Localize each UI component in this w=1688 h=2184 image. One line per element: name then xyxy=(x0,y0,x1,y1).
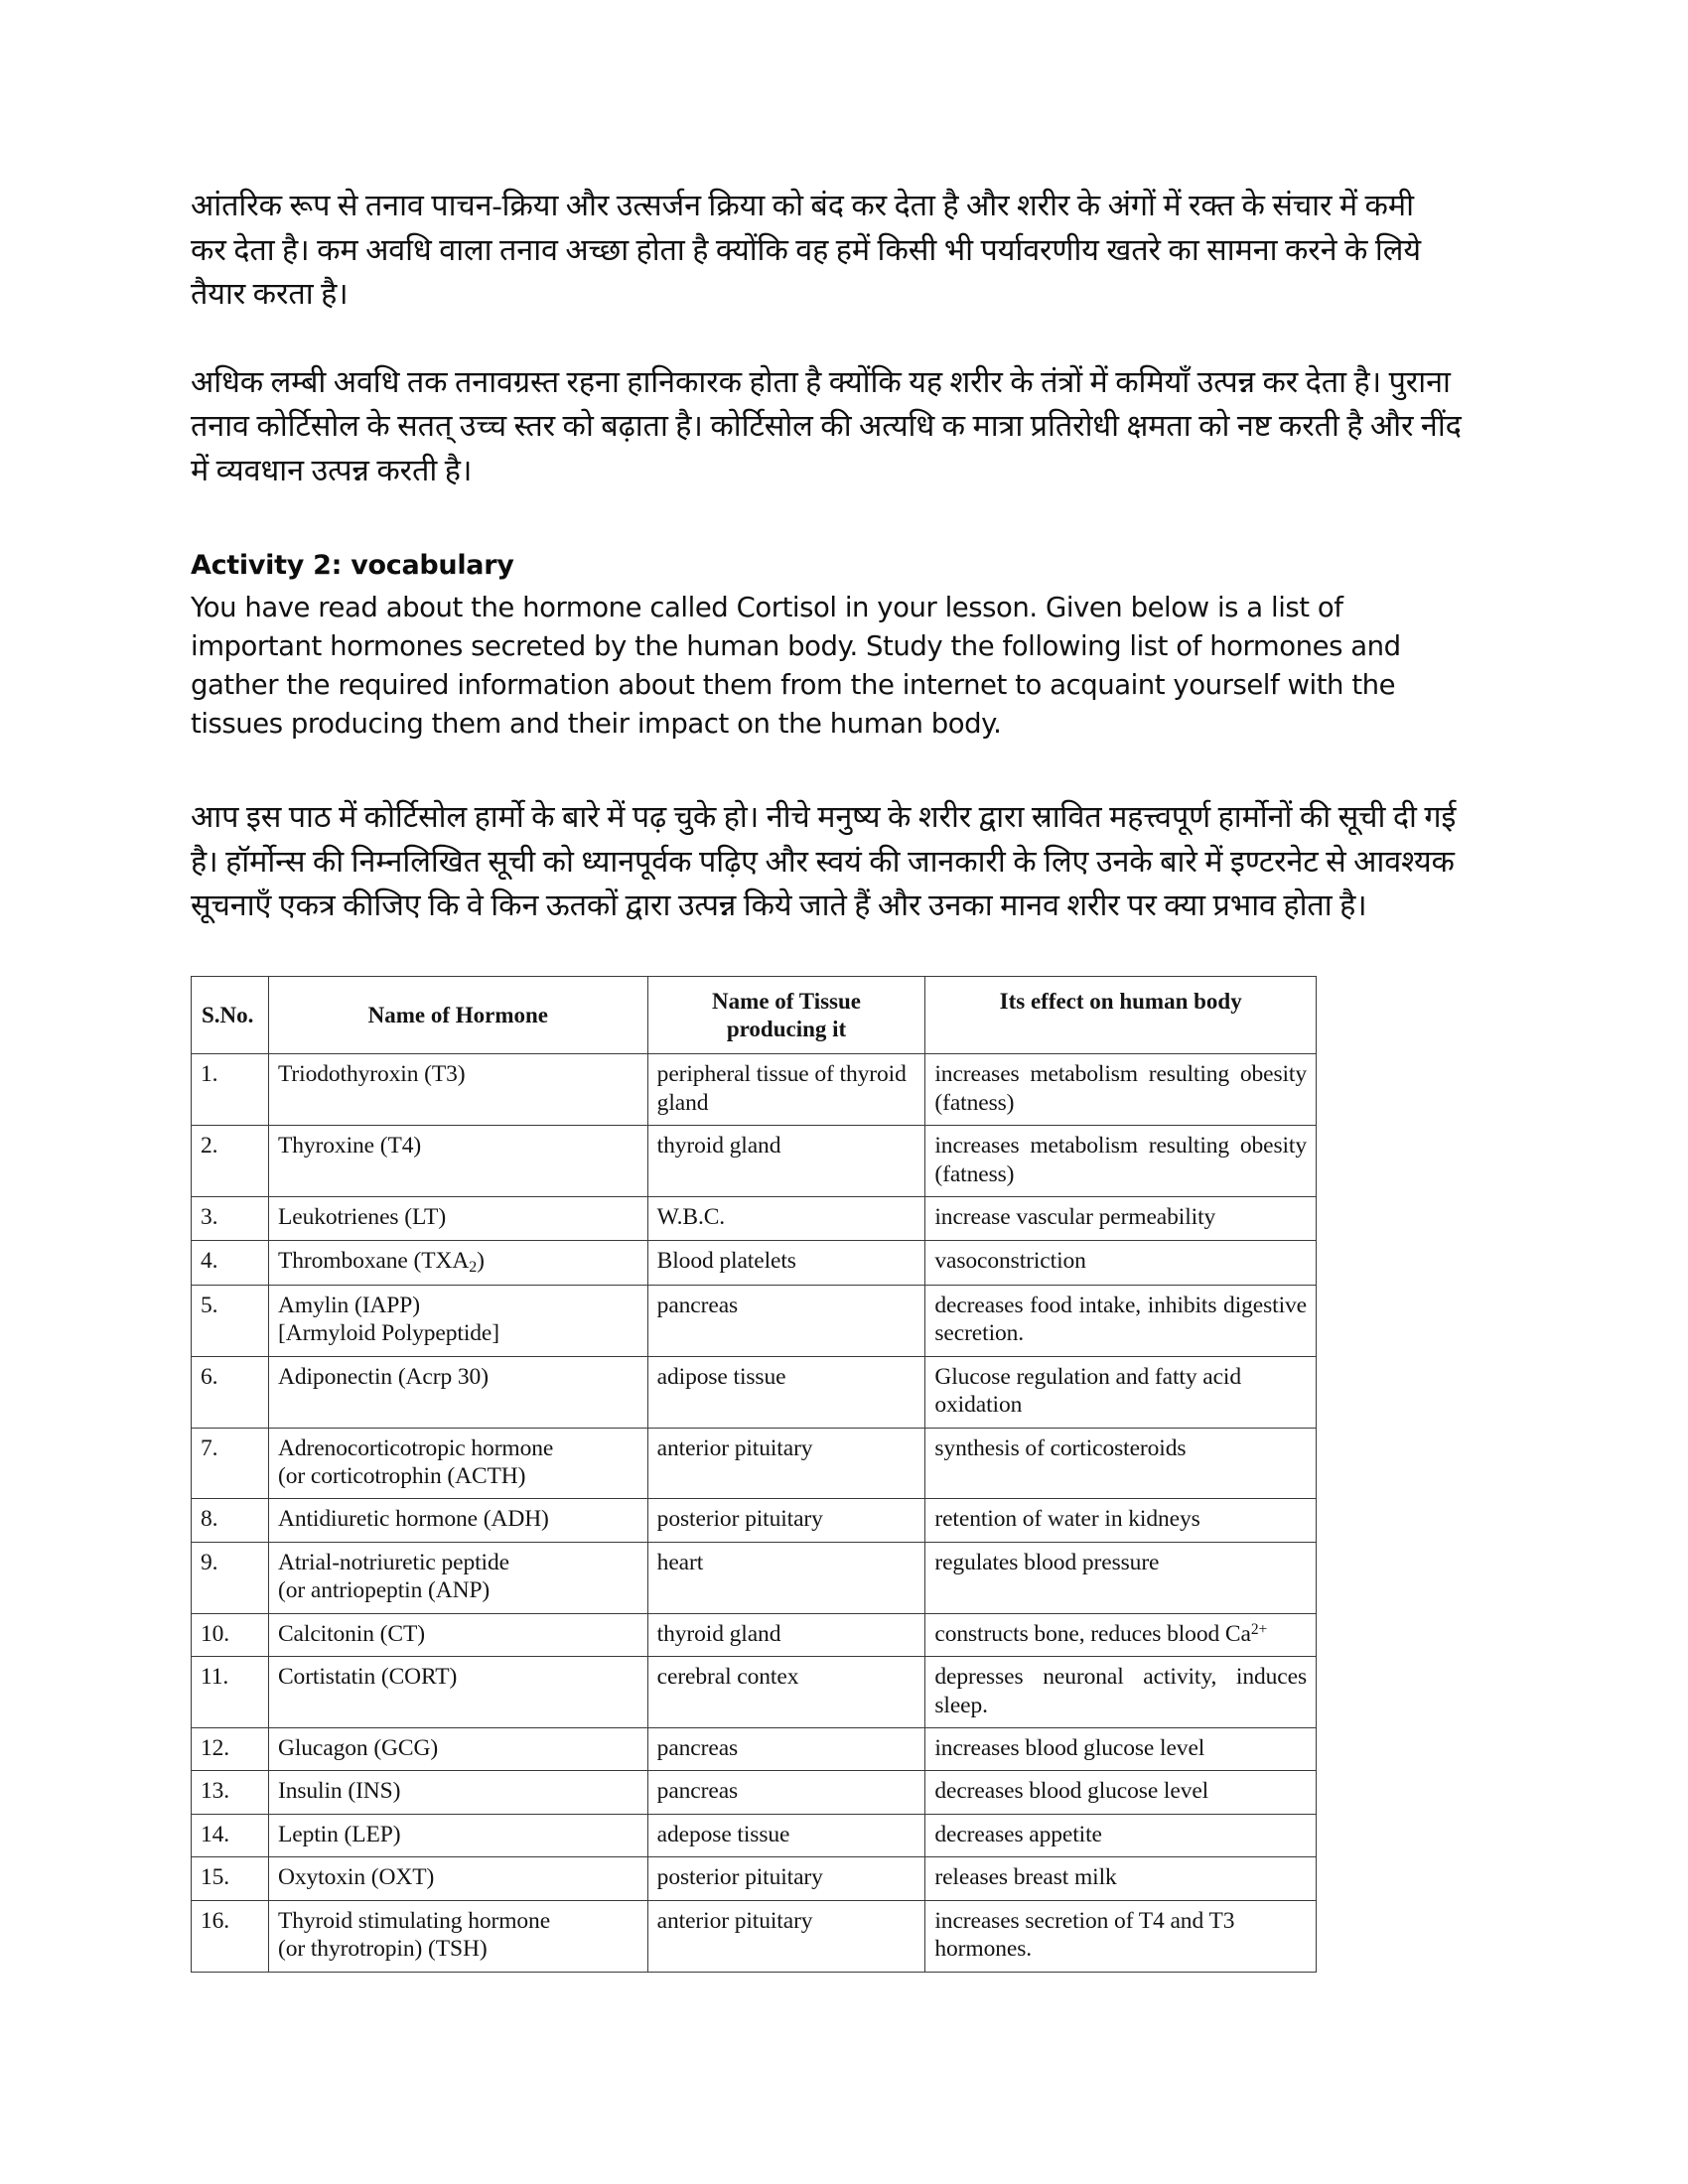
table-row xyxy=(192,1857,1317,1900)
hormone-table-container xyxy=(191,976,1317,1973)
table-row xyxy=(192,1054,1317,1126)
cell-tissue: pancreas xyxy=(647,1285,925,1356)
table-row xyxy=(192,1814,1317,1856)
table-row xyxy=(192,1197,1317,1240)
cell-sno: 4. xyxy=(192,1240,269,1285)
cell-tissue: thyroid gland xyxy=(647,1126,925,1197)
table-row xyxy=(192,1356,1317,1428)
cell-effect: increases secretion of T4 and T3 hormones. xyxy=(925,1900,1317,1972)
cell-sno: 10. xyxy=(192,1613,269,1656)
cell-hormone xyxy=(268,1240,647,1285)
table-row xyxy=(192,1285,1317,1356)
cell-tissue: heart xyxy=(647,1542,925,1613)
cell-sno: 13. xyxy=(192,1771,269,1814)
cell-sno: 11. xyxy=(192,1657,269,1728)
page-content xyxy=(191,184,1481,1973)
hormone-table xyxy=(191,976,1317,1973)
cell-effect: regulates blood pressure xyxy=(925,1542,1317,1613)
cell-effect: increase vascular permeability xyxy=(925,1197,1317,1240)
cell-hormone: Insulin (INS) xyxy=(268,1771,647,1814)
cell-effect: vasoconstriction xyxy=(925,1240,1317,1285)
activity-heading: Activity 2: vocabulary xyxy=(191,550,514,582)
cell-sno: 6. xyxy=(192,1356,269,1428)
cell-tissue: adepose tissue xyxy=(647,1814,925,1856)
column-header-sno: S.No. xyxy=(192,976,269,1054)
cell-hormone-line2: (or thyrotropin) (TSH) xyxy=(277,1936,488,1963)
cell-effect: depresses neuronal activity, induces sleep. xyxy=(925,1657,1317,1728)
cell-effect: retention of water in kidneys xyxy=(925,1499,1317,1542)
superscript: 2+ xyxy=(1250,1620,1268,1638)
cell-hormone-line1: Amylin (IAPP) xyxy=(277,1292,420,1318)
cell-effect: decreases blood glucose level xyxy=(925,1771,1317,1814)
cell-effect: Glucose regulation and fatty acid oxidation xyxy=(925,1356,1317,1428)
cell-hormone xyxy=(268,1285,647,1356)
table-row xyxy=(192,1240,1317,1285)
cell-hormone: Calcitonin (CT) xyxy=(268,1613,647,1656)
cell-effect xyxy=(925,1613,1317,1656)
cell-sno: 3. xyxy=(192,1197,269,1240)
cell-sno: 15. xyxy=(192,1857,269,1900)
english-instruction-paragraph: You have read about the hormone called Cortisol in your lesson. Given below is a list of important hormones secreted by the human body. Study the following list of hormones and gather the required information about them from the internet to acquaint yourself with the tissues producing them and their impact on the human body. xyxy=(191,592,1401,741)
table-row xyxy=(192,1542,1317,1613)
cell-sno: 7. xyxy=(192,1428,269,1499)
cell-effect: synthesis of corticosteroids xyxy=(925,1428,1317,1499)
cell-hormone: Glucagon (GCG) xyxy=(268,1727,647,1770)
subscript: 2 xyxy=(469,1258,478,1276)
column-header-effect: Its effect on human body xyxy=(925,976,1317,1054)
cell-tissue: pancreas xyxy=(647,1727,925,1770)
table-row xyxy=(192,1900,1317,1972)
cell-hormone-suffix: ) xyxy=(477,1247,485,1274)
cell-effect: decreases food intake, inhibits digestive secretion. xyxy=(925,1285,1317,1356)
cell-sno: 1. xyxy=(192,1054,269,1126)
column-header-hormone: Name of Hormone xyxy=(268,976,647,1054)
cell-sno: 9. xyxy=(192,1542,269,1613)
cell-tissue: Blood platelets xyxy=(647,1240,925,1285)
cell-hormone: Leukotrienes (LT) xyxy=(268,1197,647,1240)
cell-hormone-text: Thromboxane (TXA xyxy=(277,1247,470,1274)
cell-effect: increases blood glucose level xyxy=(925,1727,1317,1770)
cell-sno: 14. xyxy=(192,1814,269,1856)
hindi-paragraph-1: आंतरिक रूप से तनाव पाचन-क्रिया और उत्सर्जन क्रिया को बंद कर देता है और शरीर के अंगों में रक्त के संचार में कमी कर देता है। कम अवधि वाला तनाव अच्छा होता है क्योंकि वह हमें किसी भी पर्यावरणीय खतरे का सामना करने के लिये तैयार करता है। xyxy=(191,189,1421,312)
cell-hormone: Cortistatin (CORT) xyxy=(268,1657,647,1728)
cell-tissue: peripheral tissue of thyroid gland xyxy=(647,1054,925,1126)
table-row xyxy=(192,1727,1317,1770)
column-header-tissue-line2: producing it xyxy=(726,1016,847,1041)
cell-sno: 16. xyxy=(192,1900,269,1972)
cell-hormone-line2: (or antriopeptin (ANP) xyxy=(277,1577,491,1604)
cell-effect: decreases appetite xyxy=(925,1814,1317,1856)
cell-hormone-line2: [Armyloid Polypeptide] xyxy=(277,1320,499,1347)
cell-effect: releases breast milk xyxy=(925,1857,1317,1900)
hindi-paragraph-3: आप इस पाठ में कोर्टिसोल हार्मो के बारे में पढ़ चुके हो। नीचे मनुष्य के शरीर द्वारा स्रावित महत्त्वपूर्ण हार्मोनों की सूची दी गई है। हॉर्मोन्स की निम्नलिखित सूची को ध्यानपूर्वक पढ़िए और स्वयं की जानकारी के लिए उनके बारे में इण्टरनेट से आवश्यक सूचनाएँ एकत्र कीजिए कि वे किन ऊतकों द्वारा उत्पन्न किये जाते हैं और उनका मानव शरीर पर क्या प्रभाव होता है। xyxy=(191,800,1457,923)
cell-effect: increases metabolism resulting obesity (fatness) xyxy=(925,1054,1317,1126)
cell-hormone: Thyroxine (T4) xyxy=(268,1126,647,1197)
hindi-paragraph-2: अधिक लम्बी अवधि तक तनावग्रस्त रहना हानिकारक होता है क्योंकि यह शरीर के तंत्रों में कमियाँ उत्पन्न कर देता है। पुराना तनाव कोर्टिसोल के सतत् उच्च स्तर को बढ़ाता है। कोर्टिसोल की अत्यधि क मात्रा प्रतिरोधी क्षमता को नष्ट करती है और नींद में व्यवधान उत्पन्न करती है। xyxy=(191,364,1462,487)
cell-tissue: posterior pituitary xyxy=(647,1499,925,1542)
table-body xyxy=(192,1054,1317,1972)
cell-tissue: adipose tissue xyxy=(647,1356,925,1428)
column-header-tissue xyxy=(647,976,925,1054)
cell-hormone-line1: Thyroid stimulating hormone xyxy=(277,1907,551,1934)
table-header xyxy=(192,976,1317,1054)
cell-hormone xyxy=(268,1542,647,1613)
cell-effect-text: constructs bone, reduces blood Ca xyxy=(934,1620,1251,1647)
table-row xyxy=(192,1499,1317,1542)
cell-tissue: W.B.C. xyxy=(647,1197,925,1240)
cell-tissue: cerebral contex xyxy=(647,1657,925,1728)
cell-tissue: anterior pituitary xyxy=(647,1900,925,1972)
cell-sno: 5. xyxy=(192,1285,269,1356)
cell-hormone: Triodothyroxin (T3) xyxy=(268,1054,647,1126)
table-row xyxy=(192,1657,1317,1728)
cell-hormone xyxy=(268,1428,647,1499)
table-header-row xyxy=(192,976,1317,1054)
cell-tissue: pancreas xyxy=(647,1771,925,1814)
cell-hormone: Oxytoxin (OXT) xyxy=(268,1857,647,1900)
column-header-tissue-line1: Name of Tissue xyxy=(712,988,861,1014)
cell-hormone: Antidiuretic hormone (ADH) xyxy=(268,1499,647,1542)
table-row xyxy=(192,1428,1317,1499)
cell-hormone: Leptin (LEP) xyxy=(268,1814,647,1856)
cell-hormone xyxy=(268,1900,647,1972)
cell-sno: 2. xyxy=(192,1126,269,1197)
cell-tissue: anterior pituitary xyxy=(647,1428,925,1499)
cell-tissue: thyroid gland xyxy=(647,1613,925,1656)
table-row xyxy=(192,1126,1317,1197)
cell-tissue: posterior pituitary xyxy=(647,1857,925,1900)
cell-sno: 12. xyxy=(192,1727,269,1770)
cell-effect: increases metabolism resulting obesity (fatness) xyxy=(925,1126,1317,1197)
table-row xyxy=(192,1771,1317,1814)
cell-hormone-line1: Atrial-notriuretic peptide xyxy=(277,1549,509,1575)
table-row xyxy=(192,1613,1317,1656)
cell-hormone-line1: Adrenocorticotropic hormone xyxy=(277,1434,554,1461)
cell-hormone: Adiponectin (Acrp 30) xyxy=(268,1356,647,1428)
cell-hormone-line2: (or corticotrophin (ACTH) xyxy=(277,1463,526,1490)
cell-sno: 8. xyxy=(192,1499,269,1542)
